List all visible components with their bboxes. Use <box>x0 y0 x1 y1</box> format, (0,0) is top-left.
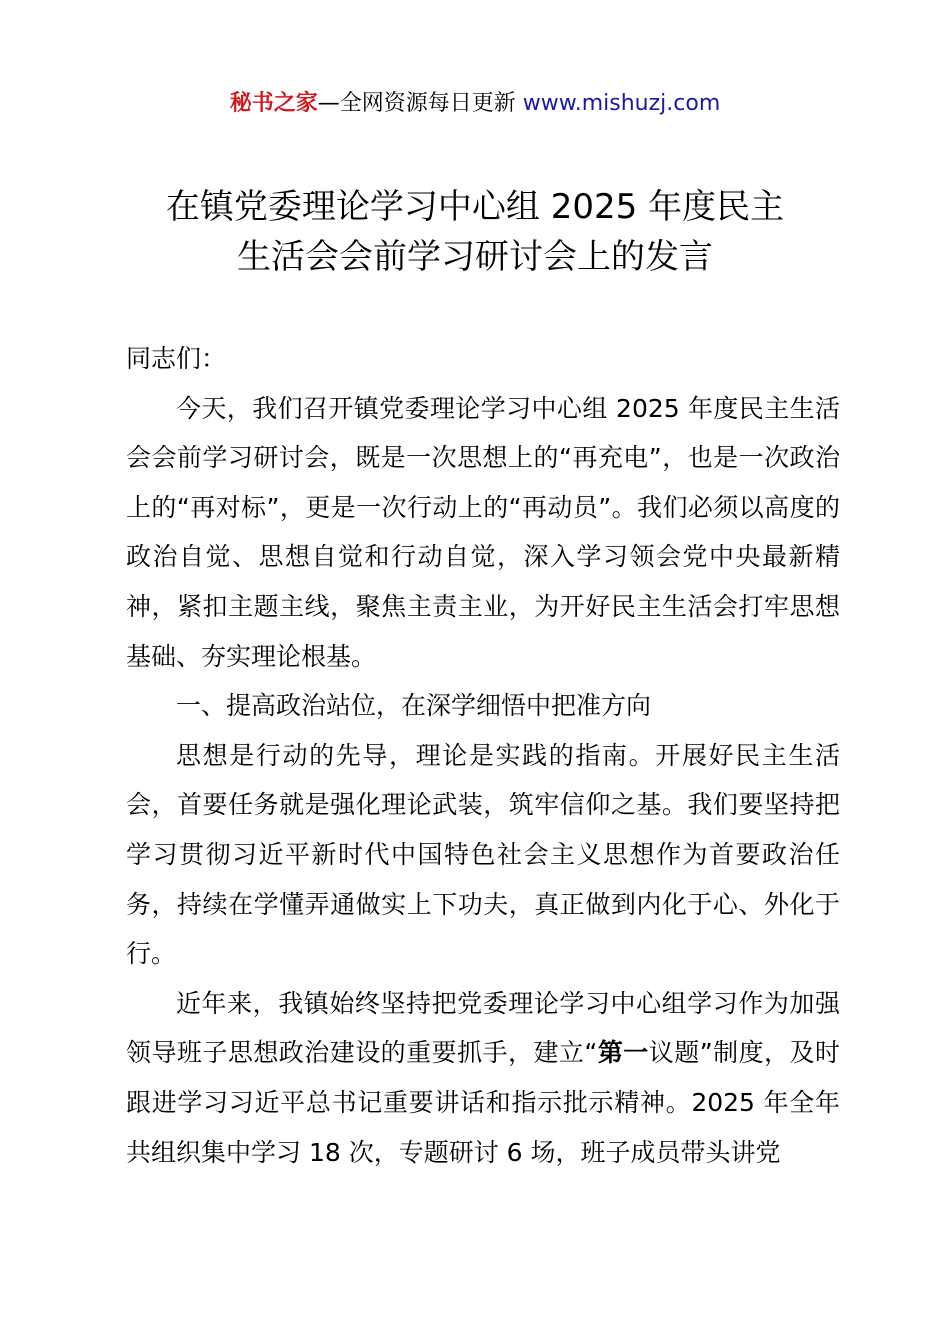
paragraph-practice-text-b: 议题”制度，及时跟进学习习近平总书记重要讲话和指示批示精神。2025 年全年共组织集中学习 18 次，专题研讨 6 场，班子成员带头讲党 <box>126 1038 840 1167</box>
site-header <box>0 88 950 120</box>
salutation: 同志们： <box>126 344 227 373</box>
title-line-1: 在镇党委理论学习中心组 2025 年度民主 <box>165 187 785 227</box>
document-body <box>126 334 840 1177</box>
paragraph-theory: 思想是行动的先导，理论是实践的指南。开展好民主生活会，首要任务就是强化理论武装，筑牢信仰之基。我们要坚持把学习贯彻习近平新时代中国特色社会主义思想作为首要政治任务，持续在学懂弄通做实上下功夫，真正做到内化于心、外化于行。 <box>126 740 840 969</box>
title-line-2: 生活会会前学习研讨会上的发言 <box>237 237 713 277</box>
site-url-link[interactable]: www.mishuzj.com <box>522 91 721 116</box>
brand-name: 秘书之家 <box>229 91 318 116</box>
header-tagline: —全网资源每日更新 <box>317 91 523 116</box>
section-heading-1: 一、提高政治站位，在深学细悟中把准方向 <box>176 691 652 721</box>
paragraph-practice-bold: 第一 <box>597 1038 649 1068</box>
paragraph-practice <box>126 979 840 1177</box>
paragraph-intro: 今天，我们召开镇党委理论学习中心组 2025 年度民主生活会会前学习研讨会，既是一次思想上的“再充电”，也是一次政治上的“再对标”，更是一次行动上的“再动员”。我们必须以高度的政治自觉、思想自觉和行动自觉，深入学习领会党中央最新精神，紧扣主题主线，聚焦主责主业，为开好民主生活会打牢思想基础、夯实理论根基。 <box>126 393 840 671</box>
paragraph-practice-text-a: 近年来，我镇始终坚持把党委理论学习中心组学习作为加强领导班子思想政治建设的重要抓手，建立“ <box>126 988 840 1068</box>
document-title <box>100 182 850 282</box>
